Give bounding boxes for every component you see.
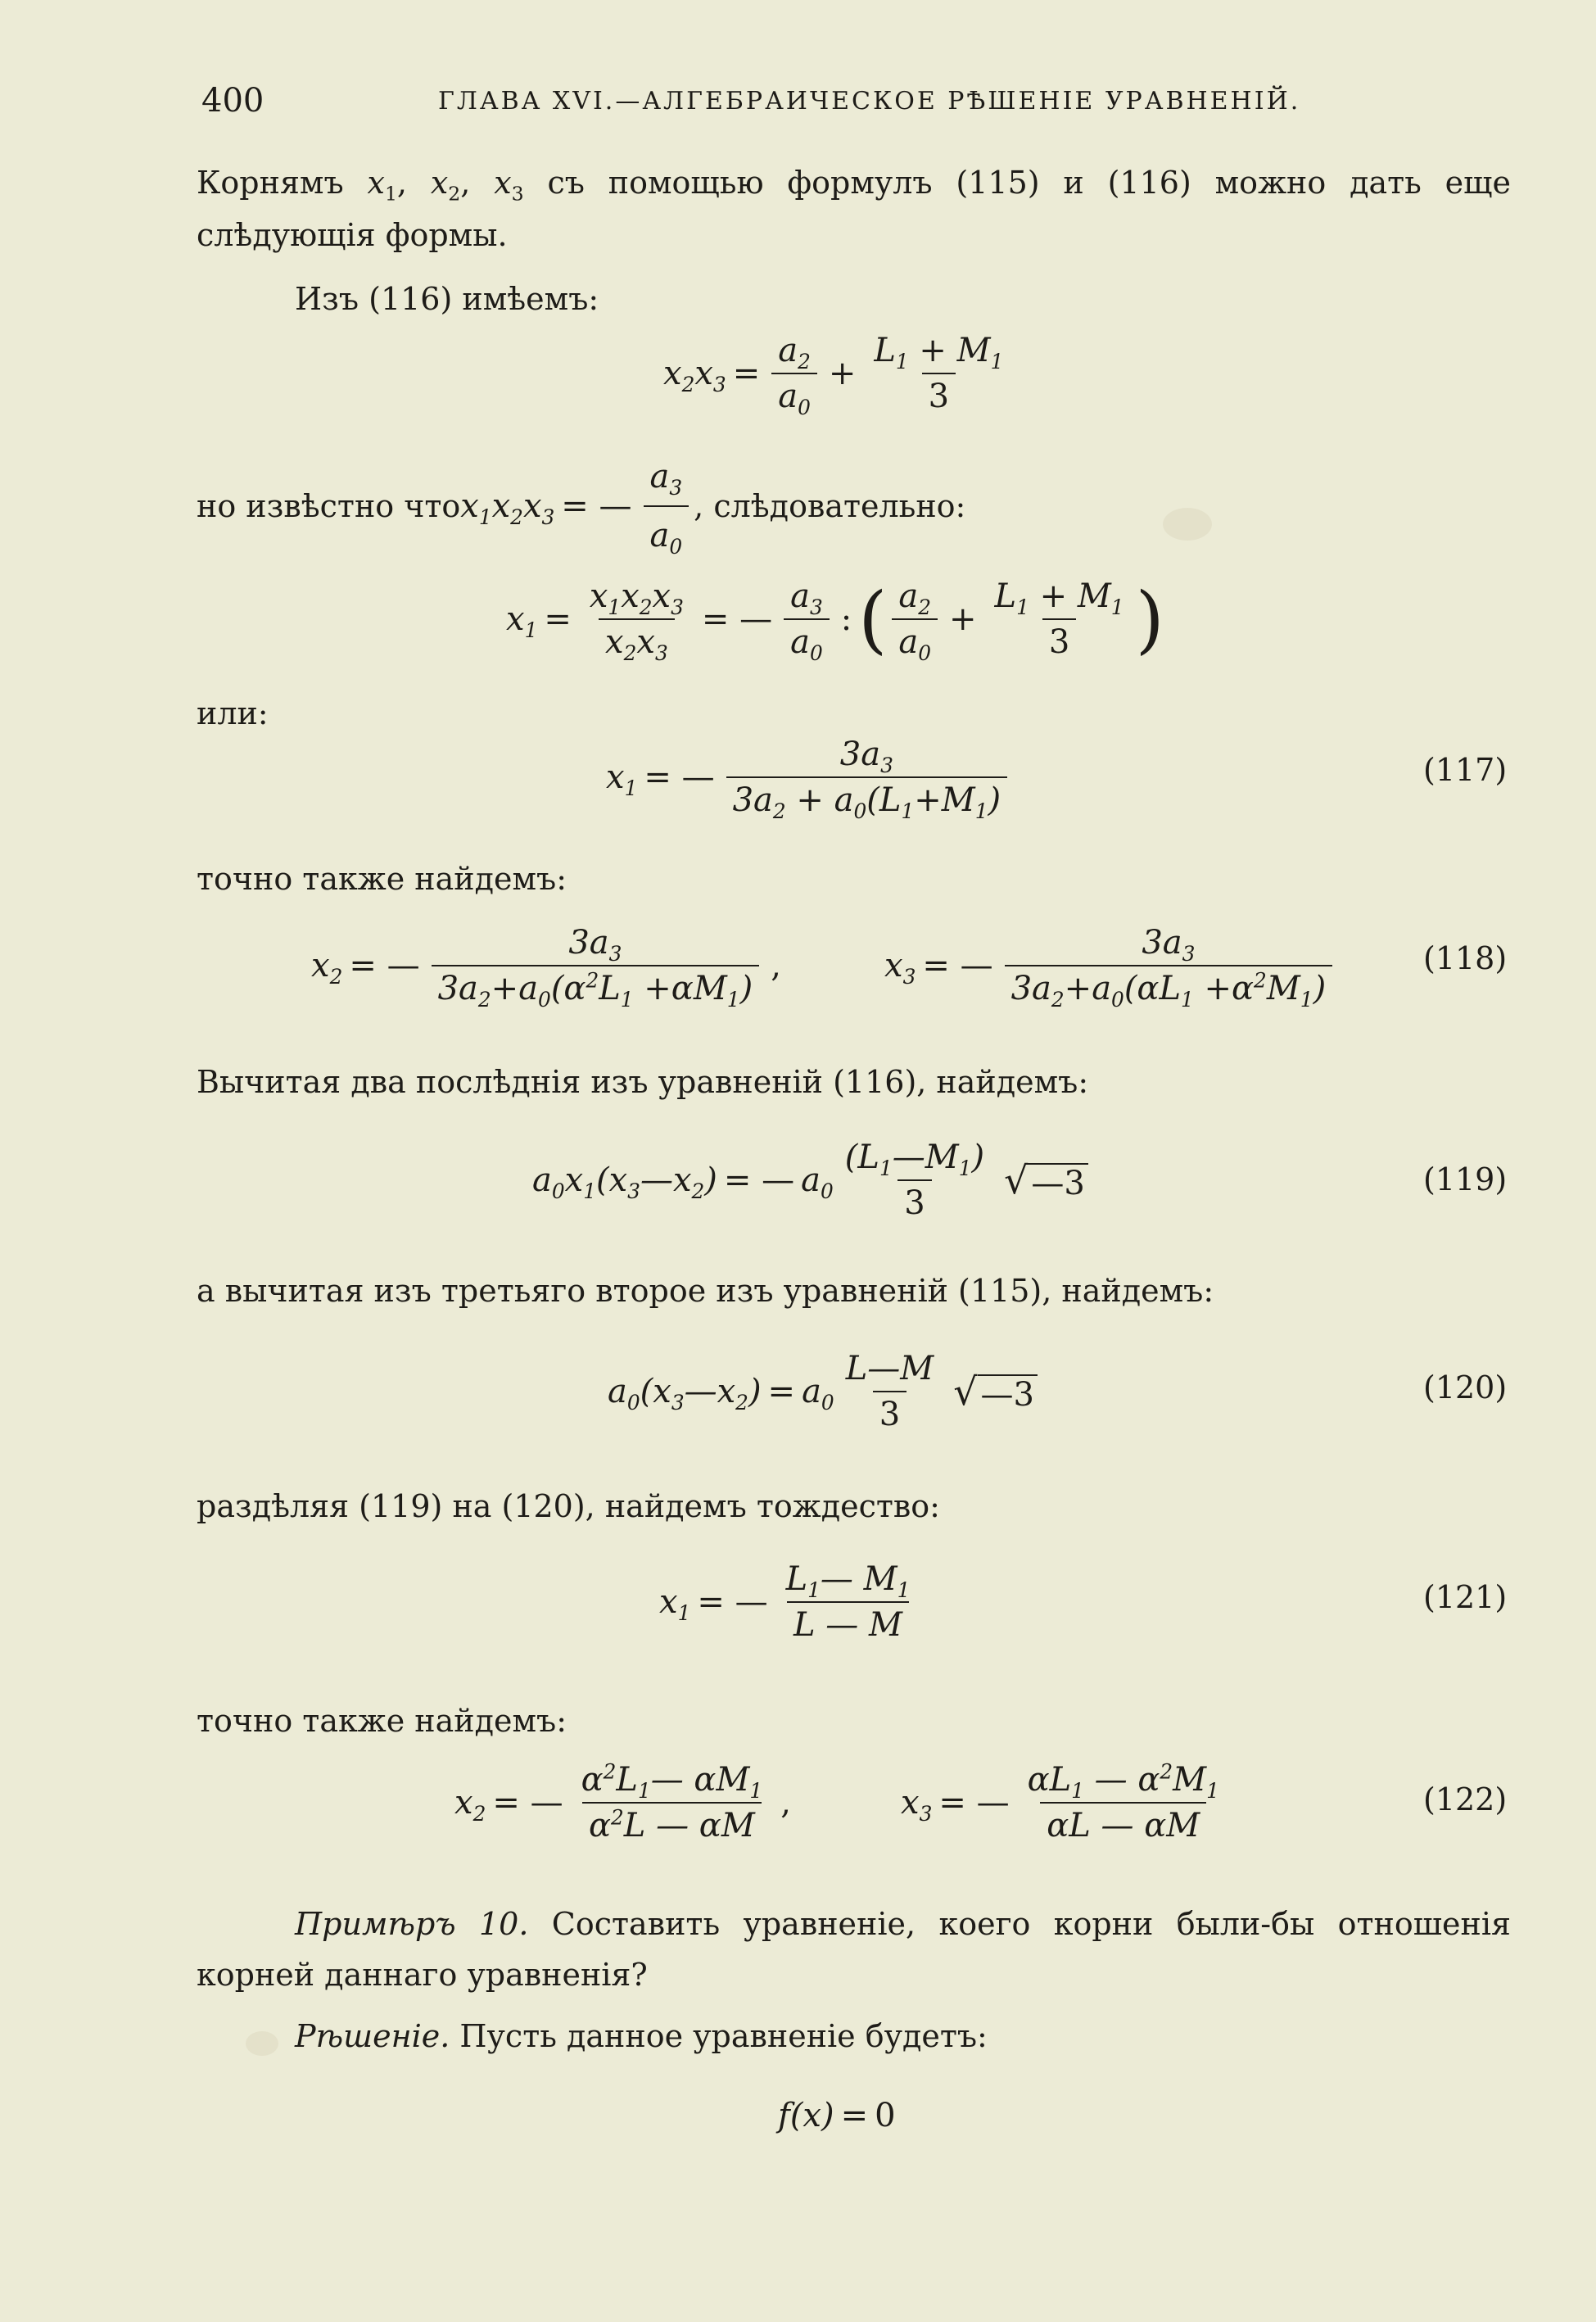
equation-fx-zero: f(x) = 0 [778, 2097, 896, 2134]
equation-118-x3: $x_3$ = — $\frac{3a_3}{3a_2+a_0(\alpha L_1 +\alpha^2M_1)}$ [884, 924, 1337, 1007]
solution-paragraph [295, 2011, 988, 2062]
example-label: Примѣръ 10. [295, 1906, 529, 1942]
equation-number-120: (120) [1423, 1369, 1508, 1405]
example-10-line2: корней даннаго уравненія? [197, 1957, 648, 1993]
paragraph-from-116: Изъ (116) имѣемъ: [295, 281, 599, 317]
known-text-b: , слѣдовательно: [694, 488, 966, 524]
chapter-title: ГЛАВА XVI.—АЛГЕБРАИЧЕСКОЕ РѢШЕНІЕ УРАВНЕНІЙ. [438, 87, 1301, 115]
equation-number-122: (122) [1423, 1781, 1508, 1817]
page-number: 400 [201, 82, 264, 120]
equation-122-x3: $x_3$ = — $\frac{\alpha L_1 — \alpha^2M_1}{\alpha L — \alpha M}$ [901, 1759, 1219, 1844]
equation-number-119: (119) [1423, 1161, 1508, 1197]
paragraph-known-product [197, 458, 1511, 559]
equation-117: $x_1$ = — $\frac{3a_3}{3a_2 + a_0(L_1+M_1)}$ [606, 736, 1012, 819]
paper-stain [246, 2031, 278, 2056]
equation-120: $a_0(x_3—x_2)$ = $a_0$ $\frac{L—M}{3}$ √ —3 [608, 1350, 1038, 1433]
intro-text-a: Корнямъ [197, 165, 368, 201]
paragraph-similarly-2: точно также найдемъ: [197, 1703, 567, 1739]
solution-label: Рѣшеніе. [295, 2018, 450, 2054]
equation-number-117: (117) [1423, 752, 1508, 788]
equation-118-x2: $x_2$ = — $\frac{3a_3}{3a_2+a_0(\alpha^2L_1 +\alpha M_1)}$ , [311, 924, 781, 1012]
paragraph-subtract-115: а вычитая изъ третьяго второе изъ уравненій (115), найдемъ: [197, 1273, 1214, 1309]
known-text-a: но извѣстно что [197, 488, 461, 524]
equation-119: $a_0x_1(x_3—x_2)$ = — $a_0$ $\frac{(L_1—M_1)}{3}$ √ —3 [532, 1138, 1088, 1222]
equation-product-roots: $x_1x_2x_3$ = — $\frac{a_3}{a_0}$ [460, 451, 694, 561]
paragraph-intro-line2: слѣдующія формы. [197, 217, 508, 253]
equation-x2x3: $x_2x_3$ = $\frac{a_2}{a_0}$ + $\frac{L_1 + M_1}{3}$ [663, 332, 1004, 419]
paragraph-divide: раздѣляя (119) на (120), найдемъ тождество: [197, 1488, 940, 1524]
paragraph-intro-line1: Корнямъ $x_1$, $x_2$, $x_3$ съ помощью формулъ (115) и (116) можно дать еще [197, 165, 1511, 206]
running-head [0, 82, 1596, 123]
paragraph-similarly-1: точно также найдемъ: [197, 861, 567, 897]
equation-121: $x_1$ = — $\frac{L_1— M_1}{L — M}$ [659, 1560, 911, 1644]
equation-number-118: (118) [1423, 940, 1508, 976]
example-10-line1 [295, 1899, 1511, 1949]
paragraph-or: или: [197, 695, 269, 731]
equation-x1-ratio: $x_1$ = $\frac{x_1x_2x_3}{x_2x_3}$ = — $\frac{a_3}{a_0}$ : ( $\frac{a_2}{a_0}$ + $\frac{L_1 + M_1}{3}$ ) [506, 576, 1164, 665]
intro-text-b: съ помощью формулъ (115) и (116) можно дать еще [523, 165, 1511, 201]
solution-text: Пусть данное уравненіе будетъ: [450, 2018, 988, 2054]
equation-122-x2: $x_2$ = — $\frac{\alpha^2L_1— \alpha M_1}{\alpha^2L — \alpha M}$ , [454, 1759, 791, 1844]
example-text: Составить уравненіе, коего корни были-бы отношенія [528, 1906, 1511, 1942]
equation-number-121: (121) [1423, 1579, 1508, 1615]
paragraph-subtract-116: Вычитая два послѣднія изъ уравненій (116), найдемъ: [197, 1064, 1089, 1100]
